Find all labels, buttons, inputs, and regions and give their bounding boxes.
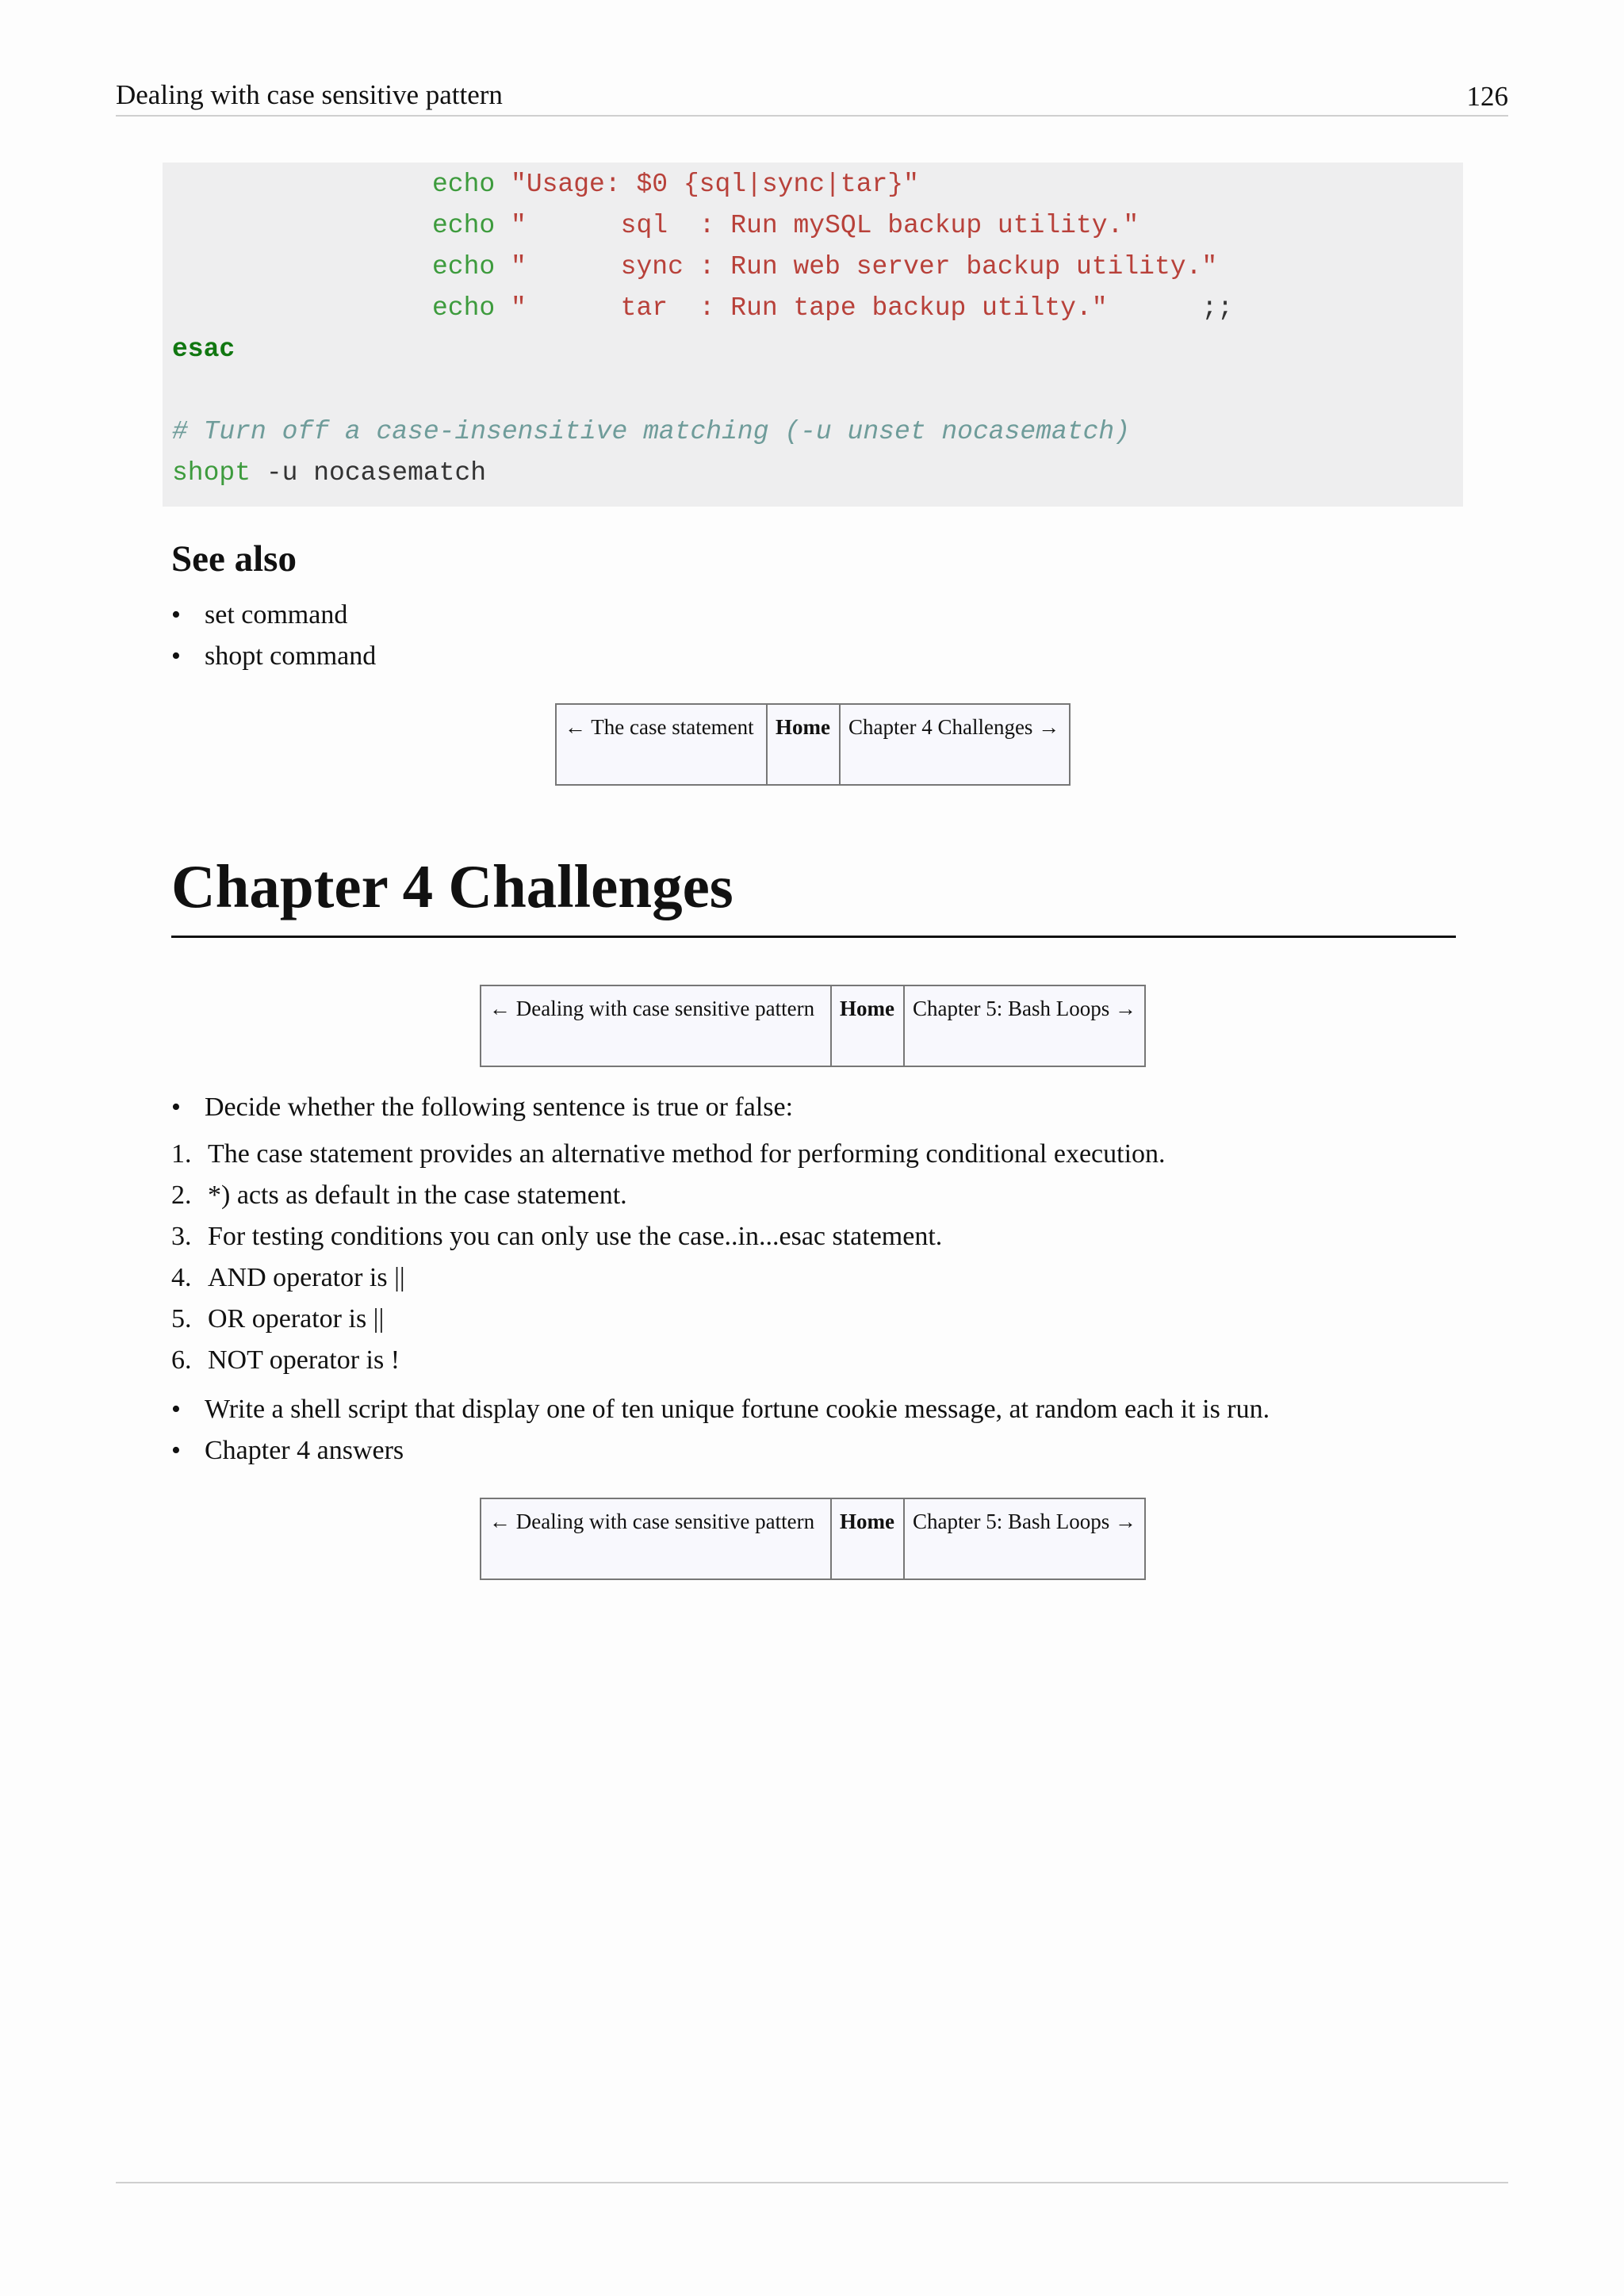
list-item [171, 1216, 1166, 1257]
code-comment: # Turn off a case-insensitive matching (-u unset nocasematch) [172, 417, 1130, 446]
list-item: • Write a shell script that display one of ten unique fortune cookie message, at random each it is run. [171, 1389, 1270, 1430]
code-line [432, 293, 1233, 324]
code-line [432, 169, 919, 201]
list-item [171, 1175, 1166, 1216]
code-string: " tar : Run tape backup utilty." [511, 293, 1108, 323]
code-line [432, 251, 1217, 283]
see-also-list [171, 595, 376, 677]
code-line [432, 210, 1139, 242]
chapter-answers-link[interactable]: • Chapter 4 answers [171, 1430, 1270, 1471]
question-text: OR operator is || [208, 1304, 385, 1334]
navigation-box [555, 703, 1071, 786]
list-item: • Decide whether the following sentence is true or false: [171, 1087, 793, 1128]
list-number: 6. [171, 1345, 192, 1375]
navigation-box [480, 985, 1146, 1067]
footer-divider [116, 2182, 1508, 2183]
code-plain: ;; [1107, 293, 1233, 323]
see-also-link-set[interactable]: • set command [171, 595, 376, 636]
code-line [172, 416, 1130, 448]
nav-next-link[interactable]: Chapter 4 Challenges → [840, 704, 1070, 785]
chapter-title: Chapter 4 Challenges [171, 852, 733, 920]
code-line [172, 334, 235, 365]
code-keyword: echo [432, 293, 511, 323]
intro-list [171, 1087, 793, 1128]
running-header-title: Dealing with case sensitive pattern [116, 79, 503, 110]
see-also-link-shopt[interactable]: • shopt command [171, 636, 376, 677]
nav-next-link[interactable]: Chapter 5: Bash Loops → [904, 985, 1145, 1066]
list-number: 5. [171, 1304, 192, 1334]
list-number: 1. [171, 1139, 192, 1169]
question-text: *) acts as default in the case statement. [208, 1181, 627, 1210]
code-string: " sync : Run web server backup utility." [511, 252, 1218, 281]
see-also-heading: See also [171, 538, 297, 580]
nav-prev-link[interactable]: ← Dealing with case sensitive pattern [481, 1498, 831, 1579]
code-keyword: shopt [172, 458, 251, 488]
header-divider [116, 115, 1508, 117]
question-text: The case statement provides an alternative method for performing conditional execution. [208, 1139, 1166, 1169]
questions-list [171, 1134, 1166, 1381]
list-number: 4. [171, 1263, 192, 1292]
chapter-title-divider [171, 936, 1456, 938]
task-list [171, 1389, 1270, 1471]
code-block [163, 163, 1463, 507]
question-text: For testing conditions you can only use the case..in...esac statement. [208, 1222, 943, 1251]
nav-home-link[interactable]: Home [831, 985, 904, 1066]
nav-next-link[interactable]: Chapter 5: Bash Loops → [904, 1498, 1145, 1579]
list-item [171, 1257, 1166, 1299]
code-line [172, 457, 486, 489]
nav-home-link[interactable]: Home [767, 704, 840, 785]
code-keyword: echo [432, 211, 511, 240]
code-keyword: echo [432, 252, 511, 281]
question-text: AND operator is || [208, 1263, 405, 1292]
nav-home-link[interactable]: Home [831, 1498, 904, 1579]
list-number: 2. [171, 1181, 192, 1210]
list-item [171, 1134, 1166, 1175]
list-number: 3. [171, 1222, 192, 1251]
nav-prev-link[interactable]: ← Dealing with case sensitive pattern [481, 985, 831, 1066]
nav-prev-link[interactable]: ← The case statement [556, 704, 767, 785]
list-item [171, 1340, 1166, 1381]
code-string: " sql : Run mySQL backup utility." [511, 211, 1139, 240]
page-number: 126 [1466, 81, 1508, 112]
question-text: NOT operator is ! [208, 1345, 400, 1375]
code-plain: -u nocasematch [251, 458, 487, 488]
navigation-box [480, 1498, 1146, 1580]
code-keyword: esac [172, 335, 236, 364]
list-item [171, 1299, 1166, 1340]
code-string: "Usage: $0 {sql|sync|tar}" [511, 170, 919, 199]
code-keyword: echo [432, 170, 511, 199]
